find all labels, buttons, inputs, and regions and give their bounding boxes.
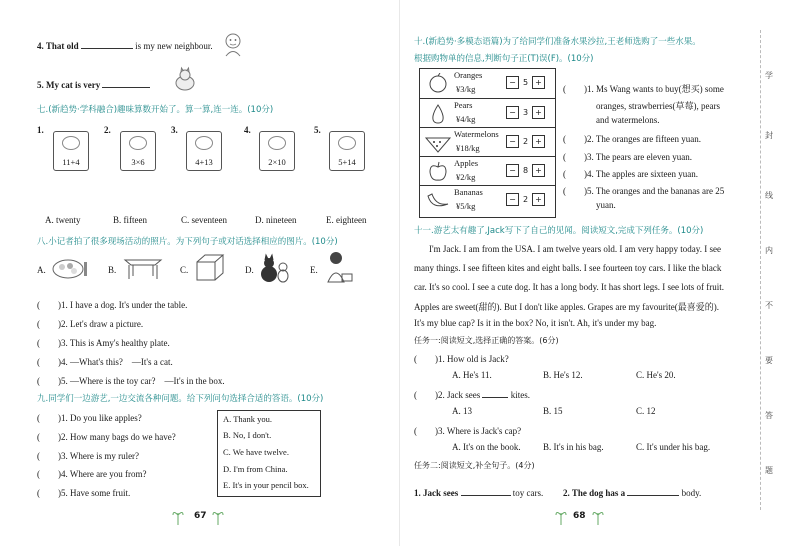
pig-expr-4: 2×10 [268, 157, 286, 167]
pig-num-4: 4. [244, 125, 251, 135]
orange-icon [424, 73, 452, 94]
apple-icon [424, 161, 452, 182]
passage-line: It's my blue cap? Is it in the box? No, it isn't. Ah, it's under my bag. [414, 318, 657, 328]
passage-line: Apples are sweet(甜的). But I don't like apples. Grapes are my favourite(最喜爱的). [414, 302, 720, 312]
fruit-price: ¥2/kg [456, 172, 476, 182]
minus-button[interactable]: − [506, 76, 519, 89]
plus-button[interactable]: + [532, 164, 545, 177]
choice-a[interactable]: A. Thank you. [223, 414, 272, 424]
quantity-value: 5 [522, 78, 529, 87]
page-number-left: 67 [194, 511, 207, 521]
task2-fill-2: 2. The dog has a body. [563, 488, 702, 498]
sec9-item-5[interactable]: ( )5. Have some fruit. [37, 488, 131, 498]
quantity-value: 8 [522, 166, 529, 175]
answer-b[interactable]: B. fifteen [113, 215, 147, 225]
pic-label-c: C. [180, 265, 189, 275]
sec10-item-5-line2: yuan. [596, 200, 616, 210]
q3-option-b[interactable]: B. It's in his bag. [543, 442, 604, 452]
pig-expr-2: 3×6 [131, 157, 145, 167]
quantity-stepper [506, 135, 545, 147]
q5-blank[interactable] [102, 78, 150, 88]
shopping-list [419, 68, 556, 218]
fruit-row-apples [420, 156, 555, 186]
plant-icon [592, 507, 604, 525]
plus-button[interactable]: + [532, 135, 545, 148]
plant-icon [172, 507, 184, 525]
quantity-value: 2 [522, 137, 529, 146]
answer-c[interactable]: C. seventeen [181, 215, 227, 225]
q4-blank[interactable] [81, 39, 133, 49]
plant-icon [212, 507, 224, 525]
fruit-row-watermelons [420, 127, 555, 157]
choice-e[interactable]: E. It's in your pencil box. [223, 480, 309, 490]
fruit-price: ¥4/kg [456, 114, 476, 124]
cat-icon [172, 66, 198, 92]
passage-line: I'm Jack. I am from the USA. I am twelve years old. I am very happy today. I see [429, 244, 721, 254]
pig-num-1: 1. [37, 125, 44, 135]
sidebar-char: 学 [765, 71, 773, 80]
fruit-row-oranges [420, 69, 555, 98]
pig-num-5: 5. [314, 125, 321, 135]
plant-icon [555, 507, 567, 525]
q4-line: 4. That old is my new neighbour. [37, 41, 213, 51]
sec9-item-1[interactable]: ( )1. Do you like apples? [37, 413, 142, 423]
sec8-title: 八.小记者拍了很多现场活动的照片。为下列句子或对话选择相应的图片。(10分) [37, 237, 338, 247]
fruit-name: Pears [454, 100, 473, 110]
sec10-item-4[interactable]: ( )4. The apples are sixteen yuan. [563, 169, 699, 179]
pig-face-icon [195, 136, 213, 150]
fruit-name: Watermelons [454, 129, 499, 139]
q5-line: 5. My cat is very [37, 78, 150, 90]
sec9-choices-box [217, 410, 321, 497]
minus-button[interactable]: − [506, 106, 519, 119]
plus-button[interactable]: + [532, 76, 545, 89]
q2-option-a[interactable]: A. 13 [452, 406, 472, 416]
sec10-item-1-line3: and watermelons. [596, 115, 660, 125]
quantity-stepper [506, 106, 545, 118]
q1-option-a[interactable]: A. He's 11. [452, 370, 492, 380]
fruit-row-pears [420, 98, 555, 128]
pig-card-1[interactable] [53, 131, 89, 171]
task2-title: 任务二:阅读短文,补全句子。(4分) [414, 461, 535, 470]
sec10-title-2: 根据购物单的信息,判断句子正(T)误(F)。(10分) [414, 54, 594, 64]
q2-blank[interactable] [482, 388, 508, 398]
pig-face-icon [268, 136, 286, 150]
fruit-row-bananas [420, 185, 555, 215]
quantity-value: 3 [522, 108, 529, 117]
drawing-boy-icon[interactable] [320, 250, 356, 286]
fruit-name: Apples [454, 158, 479, 168]
pig-face-icon [338, 136, 356, 150]
answer-a[interactable]: A. twenty [45, 215, 81, 225]
cat-dog-icon[interactable] [258, 250, 290, 284]
sec11-title: 十一.游艺太有趣了,Jack写下了自己的见闻。阅读短文,完成下列任务。(10分) [414, 226, 704, 236]
sidebar-char: 不 [765, 301, 773, 310]
table-icon[interactable] [119, 254, 167, 280]
fill2-blank[interactable] [627, 486, 679, 496]
fill1-blank[interactable] [461, 486, 511, 496]
sidebar-char: 答 [765, 411, 773, 420]
pig-expr-3: 4+13 [195, 157, 213, 167]
task1-q3[interactable]: ( )3. Where is Jack's cap? [414, 426, 522, 436]
sec8-item-5[interactable]: ( )5. —Where is the toy car? —It's in the box. [37, 376, 225, 386]
sec7-title: 七.(新趋势·学科融合)趣味算数开始了。算一算,连一连。(10分) [37, 105, 274, 115]
q2-option-c[interactable]: C. 12 [636, 406, 656, 416]
sec10-item-1[interactable]: ( )1. Ms Wang wants to buy(想买) some [563, 84, 724, 94]
sec10-title: 十.(新趋势·多模态语篇)为了给同学们准备水果沙拉,王老师选购了一些水果。 [414, 37, 701, 47]
banana-icon [424, 190, 452, 211]
sidebar-char: 封 [765, 131, 773, 140]
old-man-icon [222, 31, 244, 57]
sec8-item-4[interactable]: ( )4. —What's this? —It's a cat. [37, 357, 173, 367]
task2-fill-1: 1. Jack sees toy cars. [414, 488, 544, 498]
pig-expr-5: 5+14 [338, 157, 356, 167]
sec8-item-1[interactable]: ( )1. I have a dog. It's under the table. [37, 300, 188, 310]
sidebar-char: 线 [765, 191, 773, 200]
sec9-item-3[interactable]: ( )3. Where is my ruler? [37, 451, 140, 461]
answer-e[interactable]: E. eighteen [326, 215, 367, 225]
pic-label-e: E. [310, 265, 318, 275]
fruit-price: ¥3/kg [456, 84, 476, 94]
minus-button[interactable]: − [506, 193, 519, 206]
binding-margin [760, 30, 781, 510]
sec8-item-3[interactable]: ( )3. This is Amy's healthy plate. [37, 338, 170, 348]
sec9-item-2[interactable]: ( )2. How many bags do we have? [37, 432, 176, 442]
plus-button[interactable]: + [532, 106, 545, 119]
q1-option-b[interactable]: B. He's 12. [543, 370, 583, 380]
plate-icon[interactable] [50, 254, 90, 280]
passage-line: many things. I see fifteen kites and eight balls. I see fourteen toy cars. I like the black [414, 263, 722, 273]
pear-icon [424, 103, 452, 124]
pig-expr-1: 11+4 [62, 157, 80, 167]
task1-q2[interactable]: ( )2. Jack sees kites. [414, 390, 530, 400]
sidebar-char: 题 [765, 466, 773, 475]
fruit-name: Oranges [454, 70, 483, 80]
sidebar-char: 要 [765, 356, 773, 365]
pig-card-2[interactable] [120, 131, 156, 171]
sidebar-char: 内 [765, 246, 773, 255]
sec10-item-5[interactable]: ( )5. The oranges and the bananas are 25 [563, 186, 725, 196]
fruit-price: ¥18/kg [456, 143, 480, 153]
page-divider [399, 0, 400, 546]
pic-label-a: A. [37, 265, 46, 275]
sec9-item-4[interactable]: ( )4. Where are you from? [37, 469, 147, 479]
watermelon-icon [424, 132, 452, 153]
quantity-stepper [506, 193, 545, 205]
choice-d[interactable]: D. I'm from China. [223, 464, 288, 474]
passage-line: car. It's so cool. I see a cute dog. It has a long body. It has short legs. I see lots of fruit. [414, 282, 724, 292]
q2-option-b[interactable]: B. 15 [543, 406, 563, 416]
q1-option-c[interactable]: C. He's 20. [636, 370, 676, 380]
quantity-value: 2 [522, 195, 529, 204]
pig-num-2: 2. [104, 125, 111, 135]
answer-d[interactable]: D. nineteen [255, 215, 297, 225]
sec10-item-2[interactable]: ( )2. The oranges are fifteen yuan. [563, 134, 702, 144]
pig-card-3[interactable] [186, 131, 222, 171]
quantity-stepper [506, 164, 545, 176]
pig-card-4[interactable] [259, 131, 295, 171]
q3-option-a[interactable]: A. It's on the book. [452, 442, 521, 452]
fruit-name: Bananas [454, 187, 483, 197]
sec8-item-2[interactable]: ( )2. Let's draw a picture. [37, 319, 144, 329]
page-number-right: 68 [573, 511, 586, 521]
choice-b[interactable]: B. No, I don't. [223, 430, 272, 440]
pig-num-3: 3. [171, 125, 178, 135]
sec9-title: 九.同学们一边游艺,一边交流各种问题。给下列问句选择合适的答语。(10分) [37, 394, 324, 404]
pig-face-icon [129, 136, 147, 150]
pig-face-icon [62, 136, 80, 150]
q3-option-c[interactable]: C. It's under his bag. [636, 442, 711, 452]
pig-card-5[interactable] [329, 131, 365, 171]
box-icon[interactable] [193, 252, 227, 282]
pic-label-b: B. [108, 265, 117, 275]
quantity-stepper [506, 76, 545, 88]
task1-title: 任务一:阅读短文,选择正确的答案。(6分) [414, 336, 559, 345]
sec10-item-3[interactable]: ( )3. The pears are eleven yuan. [563, 152, 693, 162]
plus-button[interactable]: + [532, 193, 545, 206]
choice-c[interactable]: C. We have twelve. [223, 447, 289, 457]
minus-button[interactable]: − [506, 164, 519, 177]
minus-button[interactable]: − [506, 135, 519, 148]
pic-label-d: D. [245, 265, 254, 275]
fruit-price: ¥5/kg [456, 201, 476, 211]
task1-q1[interactable]: ( )1. How old is Jack? [414, 354, 509, 364]
sec10-item-1-line2: oranges, strawberries(草莓), pears [596, 101, 720, 111]
